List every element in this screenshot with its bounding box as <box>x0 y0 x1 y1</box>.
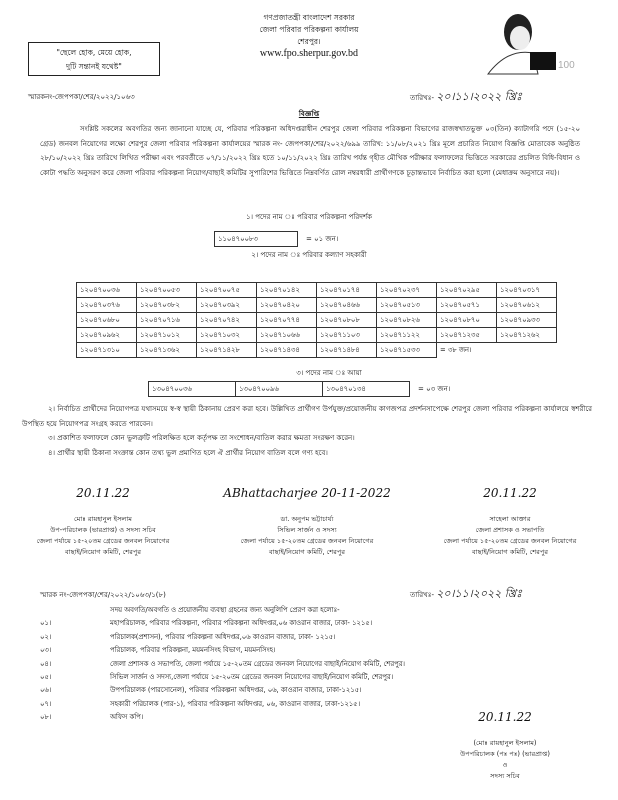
roll-cell: ১২০৪৭০৭৭৪ <box>257 313 317 328</box>
signatory-committee: বাছাই/নিয়োগ কমিটি, শেরপুর <box>472 548 548 556</box>
roll-cell: ১২০৪৭০৫১৩ <box>377 298 437 313</box>
signatory-name: সাহেলা আক্তার <box>489 515 531 523</box>
list-number: ০৫। <box>40 673 52 682</box>
post1-total: = ০১ জন। <box>306 235 339 243</box>
list-item <box>40 658 600 671</box>
roll-cell: ১২০৪৭১৪৩৪ <box>257 343 317 358</box>
table-row <box>77 298 557 313</box>
mujib-logo <box>478 8 575 74</box>
list-text: সিভিল সার্জন ও সদস্য,জেলা পর্যায়ে ১৫-২০তম গ্রেডের জনবল নিয়োগের বাছাই/নিয়োগ কমিটি, শেরপুর। <box>110 673 394 682</box>
roll-cell: ১২০৪৭১১০৩ <box>317 328 377 343</box>
list-number: ০২। <box>40 632 52 641</box>
roll-cell: ১২০৪৭০৫৭১ <box>437 298 497 313</box>
signatory-name: (মোঃ রায়হানুল ইসলাম) <box>473 739 537 747</box>
list-text: জেলা প্রশাসক ও সভাপতি, জেলা পর্যায়ে ১৫-২০তম গ্রেডের জনবল নিয়োগের বাছাই/নিয়োগ কমিটি, শেরপুর। <box>110 659 405 668</box>
note-item: ৪। প্রার্থীর স্থায়ী ঠিকানা সংক্রান্ত কোন তথ্য ভুল প্রমাণিত হলে ঐ প্রার্থীর নিয়োগ বাতিল বলে গণ্য হবে। <box>48 448 328 457</box>
list-number: ০৪। <box>40 659 52 668</box>
roll-cell: ১২০৪৭০৩৮২ <box>137 298 197 313</box>
roll-cell: ১২০৪৭১৪৮৪ <box>317 343 377 358</box>
post1-heading: ১। পদের নাম ঃ পরিবার পরিকল্পনা পরিদর্শক <box>246 213 372 221</box>
post2-roll-table <box>76 282 557 358</box>
post3-heading: ৩। পদের নাম ঃ আয়া <box>296 369 362 377</box>
post3-results <box>148 381 450 397</box>
website-link[interactable]: www.fpo.sherpur.gov.bd <box>259 48 359 59</box>
roll-cell: ১১০৪৭০০৮৩ <box>215 232 298 247</box>
signature: ABhattacharjee 20-11-2022 <box>223 486 391 500</box>
memo2-number: স্মারক নং-জেপপকা/শের/২০২২/১০৬৩/১(৮) <box>40 591 166 599</box>
roll-cell: ১২০৪৭১৪২৮ <box>197 343 257 358</box>
roll-cell: ১২০৪৭১০১২ <box>137 328 197 343</box>
roll-cell: ১২০৪৭০২৯৫ <box>437 283 497 298</box>
signatory-3 <box>425 488 595 558</box>
list-item <box>40 617 600 630</box>
roll-cell: ১২০৪৭০৩৯২ <box>197 298 257 313</box>
signatory-committee: জেলা পর্যায়ে ১৫-২০তম গ্রেডের জনবল নিয়োগের <box>240 537 374 545</box>
conjunction: ও <box>502 761 508 769</box>
slogan-line: দুটি সন্তানই যথেষ্ট" <box>66 62 122 71</box>
note-item: ২। নির্বাচিত প্রার্থীদের নিয়োগপত্র যথাসময়ে স্ব-স্ব স্থায়ী ঠিকানায় প্রেরণ করা হবে। উল্লিখিত প্রার্থীগণ উর্পযুক্ত/প্রয়োজনীয় কাগজপত্র প্রদর্শনসাপেক্ষে শেরপুর জেলা পরিবার পরিকল্পনা কার্যালয়ে স্বশরীরে উপস্থিত হয়ে নিয়োগপত্র সংগ্রহ করতে পারবেন। <box>22 405 592 428</box>
office-name: জেলা পরিবার পরিকল্পনা কার্যালয় <box>259 25 359 34</box>
roll-cell: ১২০৪৭০১৪২ <box>257 283 317 298</box>
signatory-role: সিভিল সার্জন ও সদস্য <box>277 526 337 534</box>
list-text: সহকারী পরিচালক (পার-১), পরিবার পরিকল্পনা অধিদপ্তর, ০৬, কাওরান বাজার, ঢাকা-১২১৫। <box>110 699 361 708</box>
date-value: ২০।১১।২০২২ খ্রিঃ <box>436 587 522 600</box>
notes <box>22 402 592 460</box>
office-location: শেরপুর। <box>297 37 321 46</box>
signature: 20.11.22 <box>76 486 130 500</box>
roll-cell: ১২০৪৭০৮০৮ <box>317 313 377 328</box>
list-number: ০৬। <box>40 686 52 695</box>
roll-cell: ১২০৪৭০৪৬৬ <box>317 298 377 313</box>
slogan-line: "ছেলে হোক, মেয়ে হোক, <box>56 48 132 57</box>
signatory-name: ডা. অনুপম ভট্টাচার্য্য <box>280 515 334 523</box>
list-number: ০১। <box>40 619 52 628</box>
list-item <box>40 684 600 697</box>
memo-number: স্মারকনং-জেপপকা/শের/২০২২/১০৬৩ <box>28 93 135 101</box>
post2-heading: ২। পদের নাম ঃ পরিবার কল্যাণ সহকারী <box>251 251 367 259</box>
roll-cell: ১২০৪৭০০৫৩ <box>137 283 197 298</box>
roll-cell: ১২০৪৭০৮৭০ <box>437 313 497 328</box>
signatory-committee: জেলা পর্যায়ে ১৫-২০তম গ্রেডের জনবল নিয়োগের <box>36 537 170 545</box>
roll-cell: ১২০৪৭১৩১০ <box>77 343 137 358</box>
table-row <box>77 328 557 343</box>
roll-cell: ১২০৪৭০৬১২ <box>497 298 557 313</box>
list-text: পরিচালক(প্রশাসন), পরিবার পরিকল্পনা অধিদপ্তর,০৬ কাওরান বাজার, ঢাকা- ১২১৫। <box>110 632 336 641</box>
date-label: তারিখঃ- <box>410 591 434 599</box>
intro-paragraph: সংশ্লিষ্ট সকলের অবগতির জন্য জানানো যাচ্ছে যে, পরিবার পরিকল্পনা অধিদপ্তরাধীন শেরপুর জেলা পরিবার পরিকল্পনা বিভাগের রাজস্বখাতভুক্ত ০৩(তিন) ক্যাটাগরি পদে (১৫-২০ গ্রেড) জনবল নিয়োগের লক্ষ্যে শেরপুর জেলা পরিবার পরিকল্পনা কার্যালয়ের স্মারক নং- জেপপকা/শের/২০২২/৬৯৯ তারিখ: ১১/০৮/২০২১ খ্রিঃ মূলে প্রচারিত নিয়োগ বিজ্ঞপ্তি মোতাবেক অনুষ্ঠিত ২৮/১০/২০২২ খ্রিঃ তারিখে লিখিত পরীক্ষা এবং পরবর্তীতে ০৭/১১/২০২২ খ্রিঃ হতে ১০/১১/২০২২ খ্রিঃ তারিখ পর্যন্ত গৃহীত মৌখিক পরীক্ষার ফলাফলের ভিত্তিতে সরকারের প্রচলিত বিধি-বিধান ও কোটা পদ্ধতি অনুসরণ করে জেলা পরিবার পরিকল্পনা নিয়োগ/বাছাই কমিটির সুপারিশের ভিত্তিতে নিম্নবর্ণিত রোল নম্বরধারী প্রার্থীগণকে চূড়ান্তভাবে নির্বাচিত করা হলো (মেধাক্রম অনুসারে নয়)। <box>40 125 580 177</box>
signatory-2 <box>222 488 392 558</box>
roll-cell: ১২০৪৭০৮২৬ <box>377 313 437 328</box>
roll-cell: ১৩০৪৭০০৯৬ <box>236 382 323 397</box>
list-item <box>40 631 600 644</box>
signatory-committee: বাছাই/নিয়োগ কমিটি, শেরপুর <box>269 548 345 556</box>
roll-cell: ১২০৪৭০৯৩৩ <box>497 313 557 328</box>
signatory-role: উপ-পরিচালক (ভারপ্রাপ্ত) ও সদস্য সচিব <box>50 526 156 534</box>
signature: 20.11.22 <box>478 710 532 724</box>
date-label: তারিখঃ- <box>410 94 434 102</box>
signatory-committee: জেলা পর্যায়ে ১৫-২০তম গ্রেডের জনবল নিয়োগের <box>443 537 577 545</box>
date-value: ২০।১১।২০২২ খ্রিঃ <box>436 90 522 103</box>
roll-cell: ১২০৪৭১২৩৫ <box>437 328 497 343</box>
list-text: পরিচালক, পরিবার পরিকল্পনা, ময়মনসিংহ বিভাগ, ময়মনসিংহ। <box>110 646 276 655</box>
notice-title: বিজ্ঞপ্তি <box>298 110 320 118</box>
roll-cell: ১২০৪৭০৯৬২ <box>77 328 137 343</box>
portrait-icon <box>478 8 575 74</box>
signature: 20.11.22 <box>483 486 537 500</box>
roll-cell: ১২০৪৭০২৩৭ <box>377 283 437 298</box>
roll-cell: ১২০৪৭০০৭৫ <box>197 283 257 298</box>
signatory-role: জেলা প্রশাসক ও সভাপতি <box>475 526 545 534</box>
list-text: উপপরিচালক (পারসোনেল), পরিবার পরিকল্পনা অধিদপ্তর, ০৬, কাওরান বাজার, ঢাকা-১২১৫। <box>110 686 362 695</box>
list-number: ০৩। <box>40 646 52 655</box>
post2-total: = ৩৮ জন। <box>440 346 472 355</box>
roll-cell: ১২০৪৭০৩১৭ <box>497 283 557 298</box>
roll-cell: ১২০৪৭০৬৮০ <box>77 313 137 328</box>
roll-cell: ১৩০৪৭০১৩৪ <box>323 382 410 397</box>
table-row <box>77 343 557 358</box>
office-header <box>200 12 418 60</box>
list-number: ০৭। <box>40 699 52 708</box>
roll-cell: ১২০৪৭০০৩৬ <box>77 283 137 298</box>
signatory-role: সদস্য সচিব <box>490 772 520 780</box>
signatory-1 <box>18 488 188 558</box>
signatory-role: উপপরিচালক (পঃ পঃ) (ভারপ্রাপ্ত) <box>460 750 550 758</box>
roll-cell: ১২০৪৭১০৬৬ <box>257 328 317 343</box>
roll-cell: ১২০৪৭১২৬২ <box>497 328 557 343</box>
roll-cell: ১২০৪৭০১৭৪ <box>317 283 377 298</box>
roll-cell: ১২০৪৭১৩৬২ <box>137 343 197 358</box>
final-signatory <box>420 712 590 782</box>
list-number: ০৮। <box>40 713 52 722</box>
post1-results <box>214 231 338 247</box>
roll-cell: ১২০৪৭০৭৪২ <box>197 313 257 328</box>
post3-total: = ০৩ জন। <box>418 385 451 393</box>
roll-cell: ১২০৪৭০৩৭৬ <box>77 298 137 313</box>
list-text: অফিস কপি। <box>110 713 144 722</box>
memo2-date <box>410 585 522 604</box>
list-item <box>40 644 600 657</box>
note-item: ৩। প্রকাশিত ফলাফলে কোন ভুলত্রুটি পরিলক্ষিত হলে কর্তৃপক্ষ তা সংশোধন/বাতিল করার ক্ষমতা সংরক্ষণ করেন। <box>48 434 355 442</box>
slogan-box <box>28 42 160 76</box>
copy-list <box>40 604 600 725</box>
signatory-committee: বাছাই/নিয়োগ কমিটি, শেরপুর <box>65 548 141 556</box>
roll-cell: ১২০৪৭১১২২ <box>377 328 437 343</box>
table-row <box>77 283 557 298</box>
roll-cell: ১২০৪৭০৭১৬ <box>137 313 197 328</box>
memo-date <box>410 88 522 107</box>
roll-cell: ১২০৪৭১০৩২ <box>197 328 257 343</box>
copy-intro: সদয় অবগতি/অবগতি ও প্রয়োজনীয় ব্যবস্থা গ্রহনের জন্য অনুলিপি প্রেরণ করা হলোঃ- <box>110 606 340 614</box>
signatory-name: মোঃ রায়হানুল ইসলাম <box>74 515 132 523</box>
list-text: মহাপরিচালক, পরিবার পরিকল্পনা, পরিবার পরিকল্পনা অধিদপ্তর,০৬ কাওরান বাজার, ঢাকা- ১২১৫। <box>110 619 373 628</box>
roll-cell: ১২০৪৭১৫৩৩ <box>377 343 437 358</box>
roll-cell: ১৩০৪৭০০৩৬ <box>149 382 236 397</box>
govt-name: গণপ্রজাতন্ত্রী বাংলাদেশ সরকার <box>263 13 355 22</box>
roll-cell: ১২০৪৭০৪২০ <box>257 298 317 313</box>
svg-text:100: 100 <box>558 60 575 71</box>
table-row <box>77 313 557 328</box>
list-item <box>40 671 600 684</box>
